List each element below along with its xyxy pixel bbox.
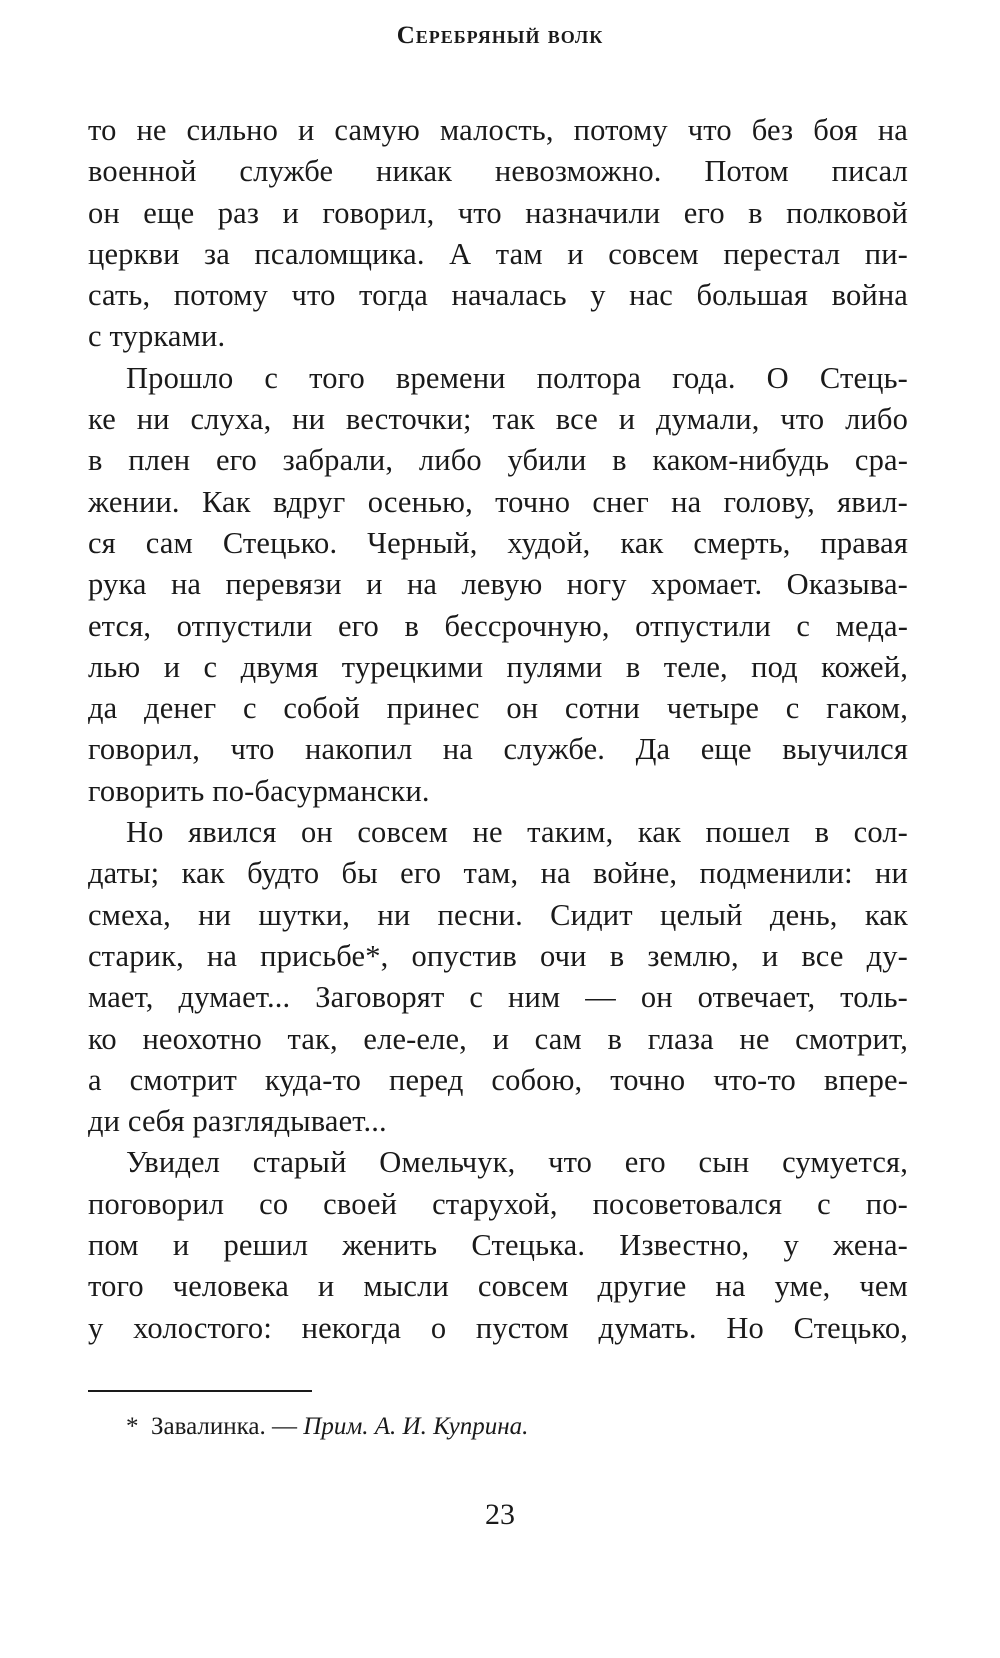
text-line: Увидел старый Омельчук, что его сын сумуется, [126, 1145, 908, 1180]
text-line: ется, отпустили его в бессрочную, отпустили с меда- [88, 608, 908, 643]
text-line: да денег с собой принес он сотни четыре с гаком, [88, 691, 908, 726]
text-line: ся сам Стецько. Черный, худой, как смерть, правая [88, 525, 908, 560]
text-line: в плен его забрали, либо убили в каком-нибудь сра- [88, 443, 908, 478]
text-line: пом и решил женить Стецька. Известно, у жена- [88, 1228, 908, 1263]
text-line: ке ни слуха, ни весточки; так все и думали, что либо [88, 402, 908, 437]
text-line: Но явился он совсем не таким, как пошел в сол- [126, 815, 908, 850]
text-line: с турками. [88, 319, 226, 354]
text-line: лью и с двумя турецкими пулями в теле, под кожей, [88, 649, 908, 684]
running-head: Серебряный волк [396, 22, 604, 49]
footnote-attribution: Прим. А. И. Куприна. [303, 1413, 529, 1440]
text-line: он еще раз и говорил, что назначили его в полковой [88, 195, 908, 230]
text-line: а смотрит куда-то перед собою, точно что-то впере- [88, 1062, 908, 1097]
text-line: поговорил со своей старухой, посоветовался с по- [88, 1186, 908, 1221]
footnote-text: Завалинка. — [151, 1413, 298, 1440]
text-line: жении. Как вдруг осенью, точно снег на голову, явил- [88, 484, 908, 519]
text-line: даты; как будто бы его там, на войне, подменили: ни [88, 856, 908, 891]
text-line: сать, потому что тогда началась у нас большая война [88, 278, 908, 313]
text-line: говорил, что накопил на службе. Да еще выучился [88, 732, 908, 767]
body-text [88, 110, 908, 1349]
text-line: военной службе никак невозможно. Потом писал [88, 154, 908, 189]
text-line: говорить по-басурмански. [88, 773, 430, 808]
text-line: ди себя разглядывает... [88, 1104, 387, 1139]
text-line: смеха, ни шутки, ни песни. Сидит целый день, как [88, 897, 908, 932]
text-line: Прошло с того времени полтора года. О Стець- [126, 360, 908, 395]
page-number: 23 [485, 1498, 515, 1531]
text-line: того человека и мысли совсем другие на уме, чем [88, 1269, 908, 1304]
text-line: ко неохотно так, еле-еле, и сам в глаза не смотрит, [88, 1021, 908, 1056]
text-line: то не сильно и самую малость, потому что без боя на [88, 113, 908, 147]
text-line: рука на перевязи и на левую ногу хромает. Оказыва- [88, 567, 908, 602]
text-line: мает, думает... Заговорят с ним — он отвечает, толь- [88, 980, 908, 1015]
text-line: старик, на присьбе*, опустив очи в землю, и все ду- [88, 938, 908, 973]
footnote-divider [88, 1390, 312, 1392]
text-line: церкви за псаломщика. А там и совсем перестал пи- [88, 236, 908, 271]
footnote [126, 1413, 528, 1441]
text-line: у холостого: некогда о пустом думать. Но Стецько, [88, 1310, 908, 1345]
footnote-marker: * [126, 1413, 139, 1440]
